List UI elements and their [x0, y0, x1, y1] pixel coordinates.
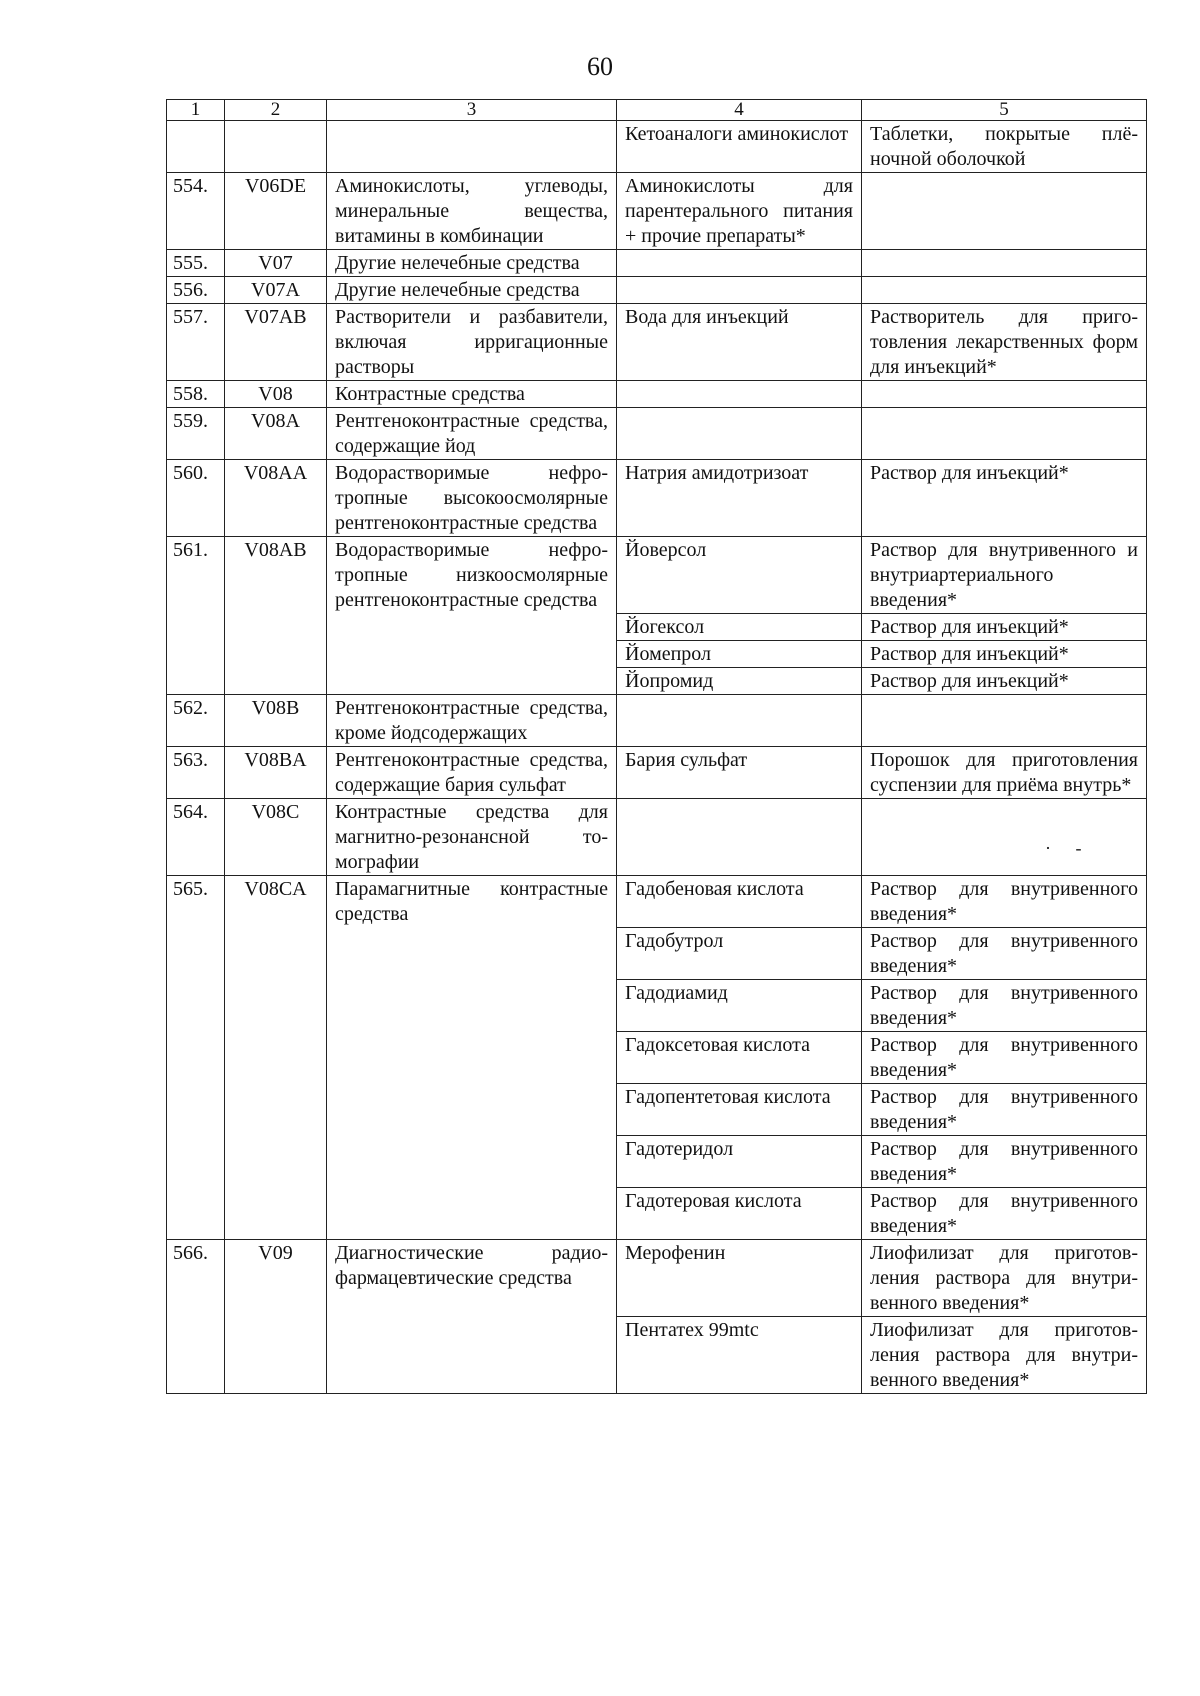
drug-name: Йоверсол: [617, 537, 862, 614]
drug-name: Гадодиамид: [617, 980, 862, 1032]
group-name: Другие нелечебные средства: [327, 250, 617, 277]
drug-name: Гадопентетовая кислота: [617, 1084, 862, 1136]
table-row: [167, 695, 1147, 747]
dosage-form: Раствор для внутривенного введения*: [862, 1188, 1147, 1240]
table-row: [167, 304, 1147, 381]
table-row: [167, 537, 1147, 614]
header-col-5: 5: [862, 100, 1147, 121]
drug-name: Гадобутрол: [617, 928, 862, 980]
dosage-form: Раствор для инъекций*: [862, 614, 1147, 641]
atc-code: V08CA: [225, 876, 327, 1240]
table-row: [167, 799, 1147, 876]
row-number: 555.: [167, 250, 225, 277]
dosage-form: Раствор для внутривенного и внутриартериального введения*: [862, 537, 1147, 614]
atc-code: V06DE: [225, 173, 327, 250]
drug-name: Гадоксетовая кислота: [617, 1032, 862, 1084]
drug-name: Натрия амидотризоат: [617, 460, 862, 537]
row-number: 559.: [167, 408, 225, 460]
header-col-3: 3: [327, 100, 617, 121]
dosage-form: Раствор для внутривенного введения*: [862, 876, 1147, 928]
dosage-form: Растворитель для приготовления лекарственных форм для инъекций*: [862, 304, 1147, 381]
drug-name: Бария сульфат: [617, 747, 862, 799]
table-row: [167, 250, 1147, 277]
table-row: [167, 747, 1147, 799]
dosage-form: [862, 381, 1147, 408]
dosage-form: Лиофилизат для приготовления раствора для внутривенного введения*: [862, 1240, 1147, 1317]
group-name: Рентгеноконтрастные средства, содержащие бария сульфат: [327, 747, 617, 799]
header-col-2: 2: [225, 100, 327, 121]
table-row: [167, 121, 1147, 173]
stray-marks: · -: [1045, 838, 1092, 858]
row-number: 561.: [167, 537, 225, 695]
table-row: [167, 277, 1147, 304]
group-name: Другие нелечебные средства: [327, 277, 617, 304]
atc-code: [225, 121, 327, 173]
atc-code: V08B: [225, 695, 327, 747]
table-row: [167, 381, 1147, 408]
drug-name: Кетоаналоги аминокислот: [617, 121, 862, 173]
dosage-form: Таблетки, покрытые плёночной оболочкой: [862, 121, 1147, 173]
page-number: 60: [587, 52, 613, 81]
drug-name: Гадотеридол: [617, 1136, 862, 1188]
drug-name: Йогексол: [617, 614, 862, 641]
drug-name: [617, 381, 862, 408]
atc-code: V07A: [225, 277, 327, 304]
drug-name: Пентатех 99mtc: [617, 1317, 862, 1394]
group-name: Рентгеноконтрастные средства, содержащие йод: [327, 408, 617, 460]
table-row: [167, 173, 1147, 250]
drug-name: [617, 408, 862, 460]
row-number: 565.: [167, 876, 225, 1240]
atc-code: V07: [225, 250, 327, 277]
group-name: [327, 121, 617, 173]
atc-code: V08AB: [225, 537, 327, 695]
dosage-form: Раствор для инъекций*: [862, 460, 1147, 537]
dosage-form: Раствор для внутривенного введения*: [862, 980, 1147, 1032]
drug-table: [166, 99, 1147, 1394]
dosage-form: Раствор для внутривенного введения*: [862, 1136, 1147, 1188]
group-name: Контрастные средства для магнитно-резонансной томографии: [327, 799, 617, 876]
table-row: [167, 460, 1147, 537]
dosage-form: Раствор для инъекций*: [862, 668, 1147, 695]
drug-name: Гадотеровая кислота: [617, 1188, 862, 1240]
drug-name: Гадобеновая кислота: [617, 876, 862, 928]
row-number: 554.: [167, 173, 225, 250]
drug-name: [617, 250, 862, 277]
table-row: [167, 408, 1147, 460]
table-row: [167, 1240, 1147, 1317]
group-name: Водорастворимые нефротропные низкоосмолярные рентгеноконтрастные средства: [327, 537, 617, 695]
row-number: 563.: [167, 747, 225, 799]
drug-name: Аминокислоты для парентерального питания + прочие препараты*: [617, 173, 862, 250]
atc-code: V08AA: [225, 460, 327, 537]
dosage-form: Раствор для инъекций*: [862, 641, 1147, 668]
dosage-form: [862, 173, 1147, 250]
row-number: 558.: [167, 381, 225, 408]
group-name: Растворители и разбавители, включая ирригационные растворы: [327, 304, 617, 381]
dosage-form: Лиофилизат для приготовления раствора для внутривенного введения*: [862, 1317, 1147, 1394]
dosage-form: Раствор для внутривенного введения*: [862, 1032, 1147, 1084]
header-col-1: 1: [167, 100, 225, 121]
dosage-form: Раствор для внутривенного введения*: [862, 928, 1147, 980]
row-number: 557.: [167, 304, 225, 381]
atc-code: V08A: [225, 408, 327, 460]
table-row: [167, 876, 1147, 928]
drug-name: Мерофенин: [617, 1240, 862, 1317]
group-name: Контрастные средства: [327, 381, 617, 408]
atc-code: V07AB: [225, 304, 327, 381]
dosage-form: [862, 695, 1147, 747]
group-name: Аминокислоты, углеводы, минеральные вещества, витамины в комбинации: [327, 173, 617, 250]
group-name: Водорастворимые нефротропные высокоосмолярные рентгеноконтрастные средства: [327, 460, 617, 537]
drug-name: [617, 277, 862, 304]
header-row: [167, 100, 1147, 121]
dosage-form: Раствор для внутривенного введения*: [862, 1084, 1147, 1136]
atc-code: V09: [225, 1240, 327, 1394]
dosage-form: [862, 277, 1147, 304]
row-number: 564.: [167, 799, 225, 876]
drug-name: Йомепрол: [617, 641, 862, 668]
group-name: Рентгеноконтрастные средства, кроме йодсодержащих: [327, 695, 617, 747]
row-number: 560.: [167, 460, 225, 537]
group-name: Диагностические радиофармацевтические средства: [327, 1240, 617, 1394]
dosage-form: [862, 408, 1147, 460]
dosage-form: [862, 799, 1147, 876]
atc-code: V08BA: [225, 747, 327, 799]
drug-name: Вода для инъекций: [617, 304, 862, 381]
row-number: [167, 121, 225, 173]
row-number: 556.: [167, 277, 225, 304]
dosage-form: [862, 250, 1147, 277]
row-number: 562.: [167, 695, 225, 747]
drug-name: [617, 799, 862, 876]
group-name: Парамагнитные контрастные средства: [327, 876, 617, 1240]
drug-name: Йопромид: [617, 668, 862, 695]
dosage-form: Порошок для приготовления суспензии для приёма внутрь*: [862, 747, 1147, 799]
drug-name: [617, 695, 862, 747]
atc-code: V08C: [225, 799, 327, 876]
row-number: 566.: [167, 1240, 225, 1394]
atc-code: V08: [225, 381, 327, 408]
header-col-4: 4: [617, 100, 862, 121]
